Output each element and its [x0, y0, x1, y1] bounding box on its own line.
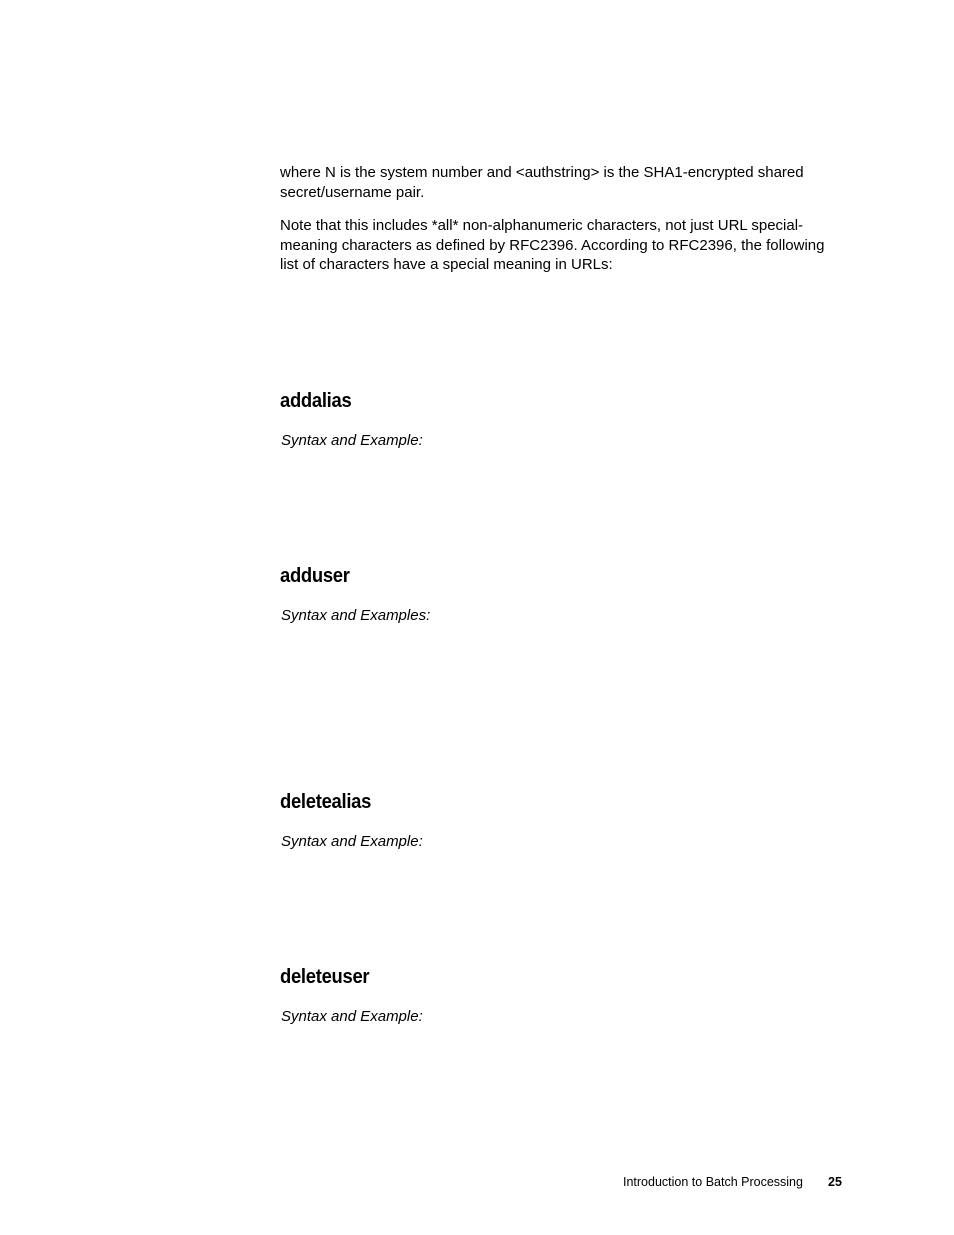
footer-chapter-title: Introduction to Batch Processing	[623, 1175, 803, 1189]
paragraph-authstring: where N is the system number and <authstring> is the SHA1-encrypted shared secret/username pair.	[280, 164, 804, 201]
paragraph-rfc2396-note: Note that this includes *all* non-alphanumeric characters, not just URL special-meaning characters as defined by RFC2396. According to RFC2396, the following list of characters have a special meaning in URLs:	[280, 217, 825, 273]
section-heading-deletealias: deletealias	[280, 791, 372, 813]
syntax-label-deletealias: Syntax and Example:	[281, 833, 423, 850]
syntax-label-addalias: Syntax and Example:	[281, 432, 423, 449]
syntax-label-adduser: Syntax and Examples:	[281, 607, 431, 624]
page-footer	[0, 1174, 954, 1190]
section-heading-addalias: addalias	[280, 390, 352, 412]
section-heading-adduser: adduser	[280, 565, 350, 587]
syntax-label-deleteuser: Syntax and Example:	[281, 1008, 423, 1025]
footer-page-number: 25	[828, 1175, 842, 1189]
section-heading-deleteuser: deleteuser	[280, 966, 370, 988]
